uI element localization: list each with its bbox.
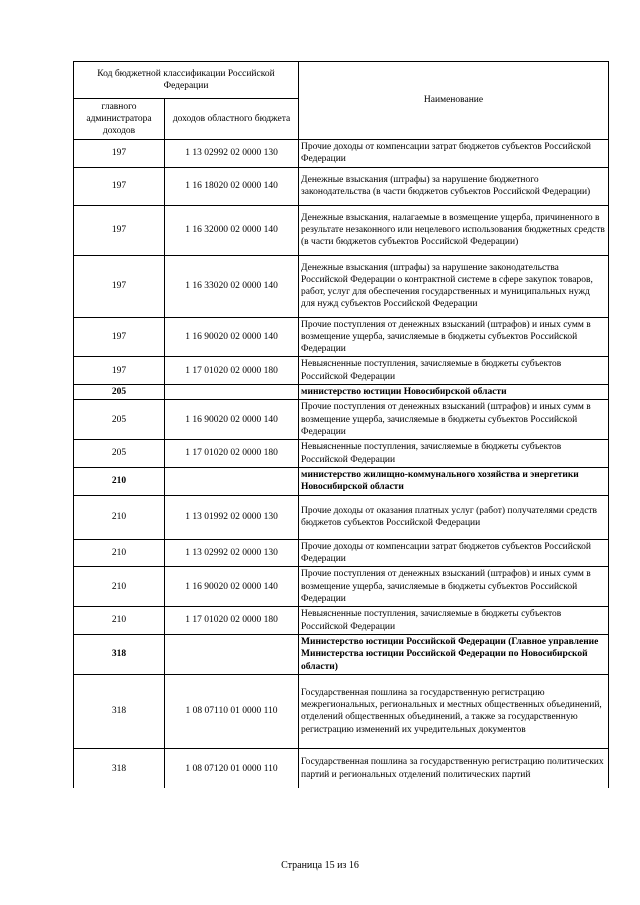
- admin-code-cell: 210: [74, 495, 165, 539]
- income-code-cell: 1 13 02992 02 0000 130: [165, 539, 299, 567]
- admin-code-cell: 210: [74, 567, 165, 607]
- name-cell: Государственная пошлина за государственную регистрацию межрегиональных, региональных и местных общественных объединений, отделений общественных объединений, а также за государственную регистрацию изменений их учредительных документов: [299, 674, 609, 748]
- table-row: [74, 674, 609, 748]
- admin-code-cell: 205: [74, 400, 165, 440]
- table-row: [74, 567, 609, 607]
- admin-code-cell: 318: [74, 634, 165, 674]
- income-code-cell: 1 16 32000 02 0000 140: [165, 205, 299, 255]
- name-cell: министерство юстиции Новосибирской области: [299, 385, 609, 400]
- table-row: [74, 748, 609, 788]
- name-cell: министерство жилищно-коммунального хозяйства и энергетики Новосибирской области: [299, 467, 609, 495]
- admin-column-header: главного администратора доходов: [74, 99, 165, 140]
- table-row: [74, 167, 609, 205]
- name-cell: Денежные взыскания (штрафы) за нарушение бюджетного законодательства (в части бюджетов субъектов Российской Федерации): [299, 167, 609, 205]
- table-row: [74, 495, 609, 539]
- income-column-header: доходов областного бюджета: [165, 99, 299, 140]
- admin-code-cell: 210: [74, 467, 165, 495]
- name-cell: Невыясненные поступления, зачисляемые в бюджеты субъектов Российской Федерации: [299, 357, 609, 385]
- name-cell: Прочие доходы от компенсации затрат бюджетов субъектов Российской Федерации: [299, 539, 609, 567]
- income-code-cell: 1 13 01992 02 0000 130: [165, 495, 299, 539]
- income-code-cell: 1 08 07110 01 0000 110: [165, 674, 299, 748]
- income-code-cell: 1 16 18020 02 0000 140: [165, 167, 299, 205]
- table-row: [74, 317, 609, 357]
- income-code-cell: 1 16 90020 02 0000 140: [165, 317, 299, 357]
- admin-code-cell: 197: [74, 357, 165, 385]
- table-row: [74, 255, 609, 317]
- income-code-cell: 1 16 90020 02 0000 140: [165, 567, 299, 607]
- admin-code-cell: 210: [74, 607, 165, 635]
- income-code-cell: 1 08 07120 01 0000 110: [165, 748, 299, 788]
- table-row: [74, 634, 609, 674]
- income-code-cell: [165, 385, 299, 400]
- table-header: [74, 62, 609, 140]
- name-cell: Невыясненные поступления, зачисляемые в бюджеты субъектов Российской Федерации: [299, 440, 609, 468]
- income-code-cell: [165, 467, 299, 495]
- name-cell: Прочие поступления от денежных взысканий (штрафов) и иных сумм в возмещение ущерба, зачисляемые в бюджеты субъектов Российской Федерации: [299, 317, 609, 357]
- name-cell: Денежные взыскания, налагаемые в возмещение ущерба, причиненного в результате незаконного или нецелевого использования бюджетных средств (в части бюджетов субъектов Российской Федерации): [299, 205, 609, 255]
- name-column-header: Наименование: [299, 62, 609, 140]
- name-cell: Министерство юстиции Российской Федерации (Главное управление Министерства юстиции Российской Федерации по Новосибирской области): [299, 634, 609, 674]
- table-row: [74, 140, 609, 168]
- income-code-cell: 1 17 01020 02 0000 180: [165, 357, 299, 385]
- admin-code-cell: 197: [74, 317, 165, 357]
- budget-classification-table: [73, 61, 609, 788]
- code-group-header: Код бюджетной классификации Российской Федерации: [74, 62, 299, 99]
- table-row: [74, 467, 609, 495]
- name-cell: Невыясненные поступления, зачисляемые в бюджеты субъектов Российской Федерации: [299, 607, 609, 635]
- income-code-cell: 1 13 02992 02 0000 130: [165, 140, 299, 168]
- income-code-cell: 1 17 01020 02 0000 180: [165, 607, 299, 635]
- name-cell: Денежные взыскания (штрафы) за нарушение законодательства Российской Федерации о контрактной системе в сфере закупок товаров, работ, услуг для обеспечения государственных и муниципальных нужд для нужд субъектов Российской Федерации: [299, 255, 609, 317]
- page-number: Страница 15 из 16: [281, 860, 359, 871]
- admin-code-cell: 210: [74, 539, 165, 567]
- table-row: [74, 539, 609, 567]
- table-body: [74, 140, 609, 789]
- name-cell: Государственная пошлина за государственную регистрацию политических партий и региональных отделений политических партий: [299, 748, 609, 788]
- name-cell: Прочие доходы от компенсации затрат бюджетов субъектов Российской Федерации: [299, 140, 609, 168]
- income-code-cell: 1 17 01020 02 0000 180: [165, 440, 299, 468]
- table-row: [74, 400, 609, 440]
- admin-code-cell: 205: [74, 440, 165, 468]
- table-row: [74, 205, 609, 255]
- admin-code-cell: 197: [74, 205, 165, 255]
- table-row: [74, 385, 609, 400]
- name-cell: Прочие доходы от оказания платных услуг (работ) получателями средств бюджетов субъектов Российской Федерации: [299, 495, 609, 539]
- admin-code-cell: 197: [74, 167, 165, 205]
- name-cell: Прочие поступления от денежных взысканий (штрафов) и иных сумм в возмещение ущерба, зачисляемые в бюджеты субъектов Российской Федерации: [299, 400, 609, 440]
- table-row: [74, 440, 609, 468]
- income-code-cell: 1 16 90020 02 0000 140: [165, 400, 299, 440]
- admin-code-cell: 318: [74, 748, 165, 788]
- income-code-cell: [165, 634, 299, 674]
- admin-code-cell: 205: [74, 385, 165, 400]
- admin-code-cell: 197: [74, 255, 165, 317]
- admin-code-cell: 318: [74, 674, 165, 748]
- income-code-cell: 1 16 33020 02 0000 140: [165, 255, 299, 317]
- admin-code-cell: 197: [74, 140, 165, 168]
- name-cell: Прочие поступления от денежных взысканий (штрафов) и иных сумм в возмещение ущерба, зачисляемые в бюджеты субъектов Российской Федерации: [299, 567, 609, 607]
- table-row: [74, 607, 609, 635]
- table-row: [74, 357, 609, 385]
